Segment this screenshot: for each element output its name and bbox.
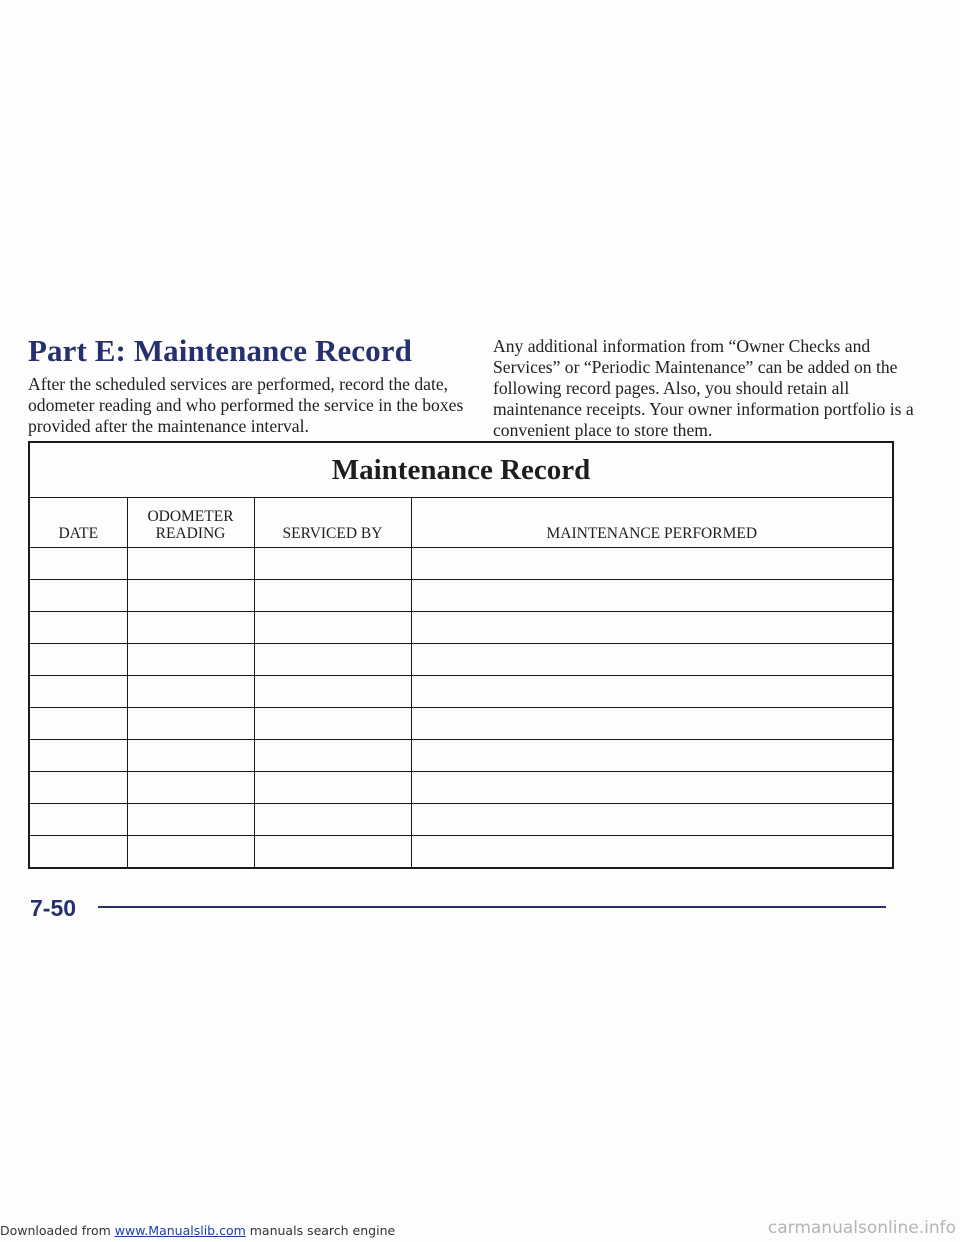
watermark: carmanualsonline.info [767, 1218, 956, 1238]
cell-serviced-by[interactable] [254, 644, 411, 676]
column-header-odometer-line1: ODOMETER [147, 508, 234, 525]
cell-date[interactable] [29, 804, 127, 836]
maintenance-record-table [28, 441, 894, 869]
table-body [29, 548, 893, 869]
column-header-maintenance-performed [411, 498, 893, 548]
download-prefix: Downloaded from [0, 1223, 115, 1238]
intro-paragraph-left: After the scheduled services are performed, record the date, odometer reading and who performed the service in the boxes provided after the maintenance interval. [28, 374, 464, 436]
cell-odometer[interactable] [127, 580, 254, 612]
cell-date[interactable] [29, 708, 127, 740]
page-number: 7-50 [30, 895, 77, 921]
table-row [29, 804, 893, 836]
table-row [29, 836, 893, 869]
cell-maintenance-performed[interactable] [411, 804, 893, 836]
table-row [29, 708, 893, 740]
cell-odometer[interactable] [127, 740, 254, 772]
cell-serviced-by[interactable] [254, 612, 411, 644]
intro-paragraph-right: Any additional information from “Owner Checks and Services” or “Periodic Maintenance” can be added on the following record pages. Also, you should retain all maintenance receipts. Your owner information portfolio is a convenient place to store them. [493, 336, 914, 440]
column-header-date-label: DATE [58, 525, 99, 542]
cell-maintenance-performed[interactable] [411, 772, 893, 804]
cell-serviced-by[interactable] [254, 804, 411, 836]
section-heading: Part E: Maintenance Record [28, 333, 412, 368]
column-header-serviced-by [254, 498, 411, 548]
cell-date[interactable] [29, 548, 127, 580]
cell-maintenance-performed[interactable] [411, 740, 893, 772]
cell-date[interactable] [29, 644, 127, 676]
cell-odometer[interactable] [127, 676, 254, 708]
cell-odometer[interactable] [127, 836, 254, 869]
cell-serviced-by[interactable] [254, 740, 411, 772]
footer-rule [98, 906, 886, 908]
cell-odometer[interactable] [127, 772, 254, 804]
cell-maintenance-performed[interactable] [411, 836, 893, 869]
table-row [29, 548, 893, 580]
cell-odometer[interactable] [127, 644, 254, 676]
table-row [29, 740, 893, 772]
cell-odometer[interactable] [127, 612, 254, 644]
table-title: Maintenance Record [29, 442, 893, 498]
cell-maintenance-performed[interactable] [411, 676, 893, 708]
column-header-serviced-by-label: SERVICED BY [282, 525, 383, 542]
cell-maintenance-performed[interactable] [411, 644, 893, 676]
cell-serviced-by[interactable] [254, 772, 411, 804]
cell-date[interactable] [29, 612, 127, 644]
cell-date[interactable] [29, 772, 127, 804]
column-header-date [29, 498, 127, 548]
cell-maintenance-performed[interactable] [411, 612, 893, 644]
manualslib-link[interactable]: www.Manualslib.com [114, 1223, 246, 1238]
cell-serviced-by[interactable] [254, 708, 411, 740]
cell-maintenance-performed[interactable] [411, 580, 893, 612]
column-header-odometer-line2: READING [155, 525, 226, 542]
cell-date[interactable] [29, 580, 127, 612]
table-row [29, 644, 893, 676]
column-header-maintenance-label: MAINTENANCE PERFORMED [546, 525, 758, 542]
cell-odometer[interactable] [127, 708, 254, 740]
table-row [29, 580, 893, 612]
table-header-row [29, 498, 893, 548]
cell-serviced-by[interactable] [254, 580, 411, 612]
cell-serviced-by[interactable] [254, 836, 411, 869]
table-row [29, 676, 893, 708]
cell-serviced-by[interactable] [254, 548, 411, 580]
table-row [29, 772, 893, 804]
column-header-odometer [127, 498, 254, 548]
table-title-row [29, 442, 893, 498]
table-row [29, 612, 893, 644]
cell-date[interactable] [29, 676, 127, 708]
cell-serviced-by[interactable] [254, 676, 411, 708]
download-suffix: manuals search engine [245, 1223, 396, 1238]
cell-odometer[interactable] [127, 804, 254, 836]
download-source-line [0, 1223, 395, 1238]
cell-odometer[interactable] [127, 548, 254, 580]
cell-maintenance-performed[interactable] [411, 548, 893, 580]
cell-date[interactable] [29, 740, 127, 772]
cell-date[interactable] [29, 836, 127, 869]
cell-maintenance-performed[interactable] [411, 708, 893, 740]
